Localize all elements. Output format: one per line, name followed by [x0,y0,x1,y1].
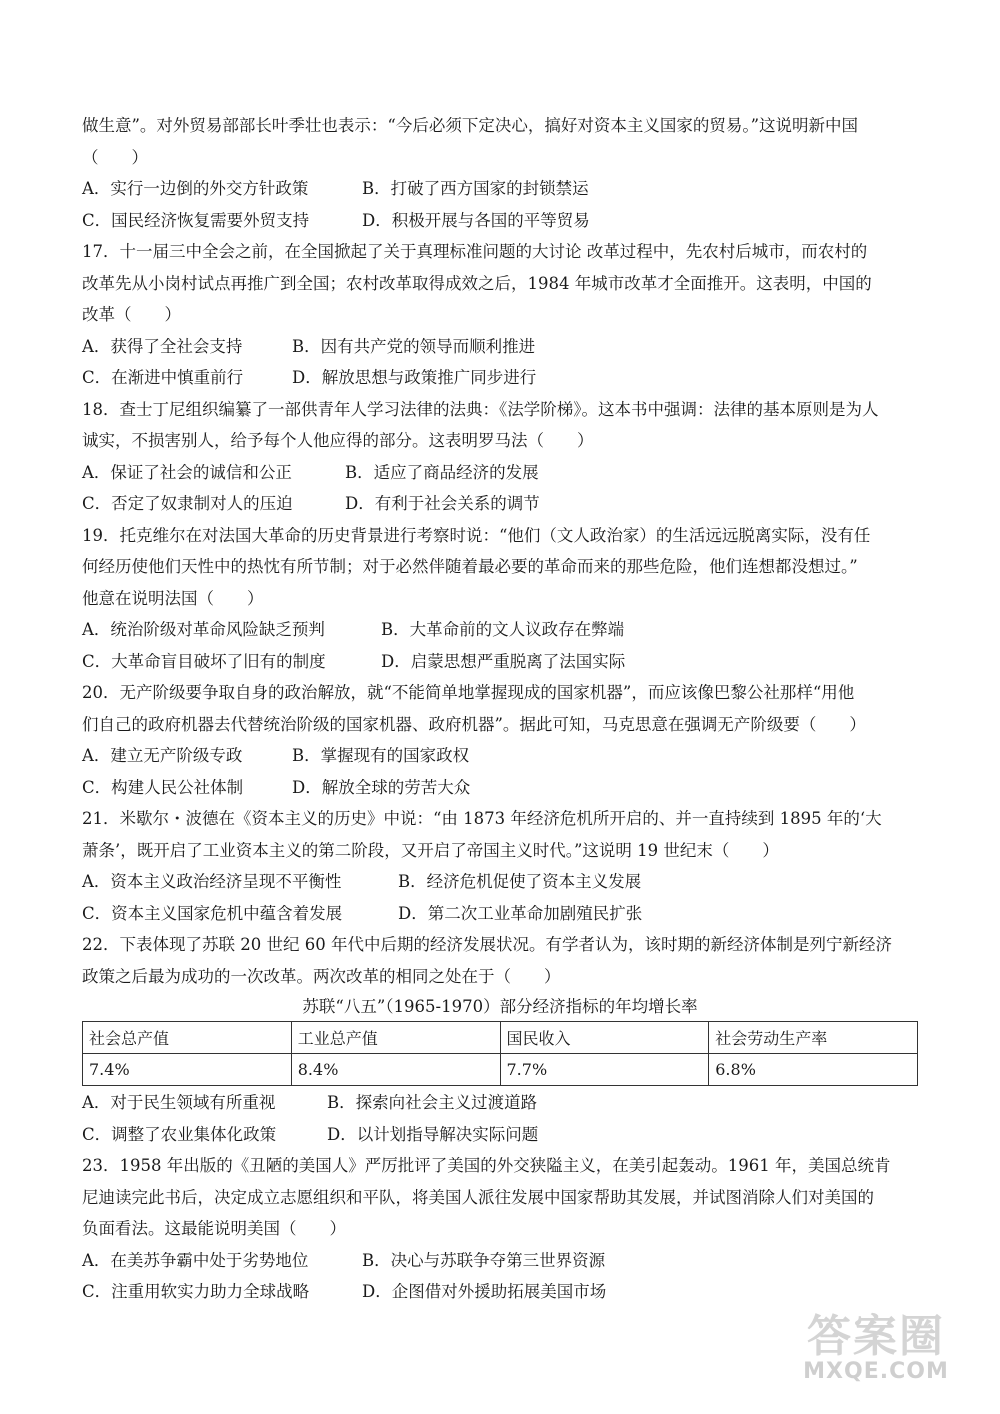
table-header-row [83,1022,918,1054]
q20-option-c: C．构建人民公社体制 [82,778,244,797]
q19-option-c: C．大革命盲目破坏了旧有的制度 [82,652,326,671]
table-cell: 6.8% [709,1054,918,1086]
q21-option-c: C．资本主义国家危机中蕴含着发展 [82,904,343,923]
q20-option-b: B．掌握现有的国家政权 [292,746,470,765]
q22-table-caption: 苏联“八五”（1965-1970）部分经济指标的年均增长率 [302,997,698,1016]
watermark-site-text: MXQE.COM [803,1359,949,1384]
q17-text-line1: 17．十一届三中全会之前，在全国掀起了关于真理标准问题的大讨论 改革过程中，先农村后城市，而农村的 [82,242,868,261]
q16-answer-blank: （ ） [82,148,148,167]
q23-option-a: A．在美苏争霸中处于劣势地位 [82,1251,309,1270]
q21-text-line2: 萧条’，既开启了工业资本主义的第二阶段，又开启了帝国主义时代。”这说明 19 世纪末（ ） [82,841,779,860]
table-row [83,1054,918,1086]
q20-text-line1: 20．无产阶级要争取自身的政治解放，就“不能简单地掌握现成的国家机器”，而应该像巴黎公社那样“用他 [82,683,855,702]
q19-text-line3: 他意在说明法国（ ） [82,589,264,608]
q23-text-line2: 尼迪读完此书后，决定成立志愿组织和平队，将美国人派往发展中国家帮助其发展，并试图消除人们对美国的 [82,1188,874,1207]
q16-text-line1: 做生意”。对外贸易部部长叶季壮也表示：“今后必须下定决心，搞好对资本主义国家的贸易。”这说明新中国 [82,116,859,135]
watermark-logo [776,1311,976,1394]
q23-option-d: D．企图借对外援助拓展美国市场 [362,1282,607,1301]
q22-growth-table [82,1021,918,1086]
q22-option-d: D．以计划指导解决实际问题 [327,1125,539,1144]
q17-text-line2: 改革先从小岗村试点再推广到全国；农村改革取得成效之后，1984 年城市改革才全面推开。这表明，中国的 [82,274,872,293]
q22-option-b: B．探索向社会主义过渡道路 [327,1093,538,1112]
q21-option-d: D．第二次工业革命加剧殖民扩张 [398,904,643,923]
q17-option-b: B．因有共产党的领导而顺利推进 [292,337,536,356]
q17-option-c: C．在渐进中慎重前行 [82,368,244,387]
q16-option-d: D．积极开展与各国的平等贸易 [362,211,590,230]
table-header-cell: 工业总产值 [291,1022,500,1054]
q18-text-line2: 诚实，不损害别人，给予每个人他应得的部分。这表明罗马法（ ） [82,431,594,450]
table-cell: 8.4% [291,1054,500,1086]
q16-option-b: B．打破了西方国家的封锁禁运 [362,179,589,198]
q18-option-a: A．保证了社会的诚信和公正 [82,463,292,482]
q22-option-a: A．对于民生领域有所重视 [82,1093,276,1112]
table-header-cell: 社会总产值 [83,1022,292,1054]
q18-option-d: D．有利于社会关系的调节 [345,494,540,513]
q20-option-d: D．解放全球的劳苦大众 [292,778,471,797]
q22-option-c: C．调整了农业集体化政策 [82,1125,277,1144]
q23-option-b: B．决心与苏联争夺第三世界资源 [362,1251,606,1270]
q23-text-line3: 负面看法。这最能说明美国（ ） [82,1219,346,1238]
q19-option-d: D．启蒙思想严重脱离了法国实际 [381,652,626,671]
watermark-logo-text: 答案圈 [807,1311,945,1362]
q21-option-a: A．资本主义政治经济呈现不平衡性 [82,872,342,891]
q18-option-b: B．适应了商品经济的发展 [345,463,539,482]
q18-option-c: C．否定了奴隶制对人的压迫 [82,494,293,513]
q17-option-a: A．获得了全社会支持 [82,337,243,356]
q22-text-line2: 政策之后最为成功的一次改革。两次改革的相同之处在于（ ） [82,967,561,986]
q19-text-line2: 何经历使他们天性中的热忱有所节制；对于必然伴随着最必要的革命而来的那些危险，他们连想都没想过。” [82,557,858,576]
q21-text-line1: 21．米歇尔・波德在《资本主义的历史》中说：“由 1873 年经济危机所开启的、并一直持续到 1895 年的‘大 [82,809,882,828]
q18-text-line1: 18．查士丁尼组织编纂了一部供青年人学习法律的法典：《法学阶梯》。这本书中强调：法律的基本原则是为人 [82,400,879,419]
q20-text-line2: 们自己的政府机器去代替统治阶级的国家机器、政府机器”。据此可知，马克思意在强调无产阶级要（ ） [82,715,866,734]
q19-option-a: A．统治阶级对革命风险缺乏预判 [82,620,325,639]
q20-option-a: A．建立无产阶级专政 [82,746,243,765]
table-header-cell: 国民收入 [500,1022,709,1054]
q21-option-b: B．经济危机促使了资本主义发展 [398,872,642,891]
table-cell: 7.7% [500,1054,709,1086]
q23-text-line1: 23．1958 年出版的《丑陋的美国人》严厉批评了美国的外交狭隘主义，在美引起轰动。1961 年，美国总统肯 [82,1156,891,1175]
q19-option-b: B．大革命前的文人议政存在弊端 [381,620,625,639]
q19-text-line1: 19．托克维尔在对法国大革命的历史背景进行考察时说：“他们（文人政治家）的生活远远脱离实际，没有任 [82,526,871,545]
q17-option-d: D．解放思想与政策推广同步进行 [292,368,537,387]
q22-text-line1: 22．下表体现了苏联 20 世纪 60 年代中后期的经济发展状况。有学者认为，该时期的新经济体制是列宁新经济 [82,935,892,954]
q23-option-c: C．注重用软实力助力全球战略 [82,1282,310,1301]
q16-option-c: C．国民经济恢复需要外贸支持 [82,211,310,230]
table-cell: 7.4% [83,1054,292,1086]
q16-option-a: A．实行一边倒的外交方针政策 [82,179,309,198]
q17-text-line3: 改革（ ） [82,305,181,324]
table-header-cell: 社会劳动生产率 [709,1022,918,1054]
